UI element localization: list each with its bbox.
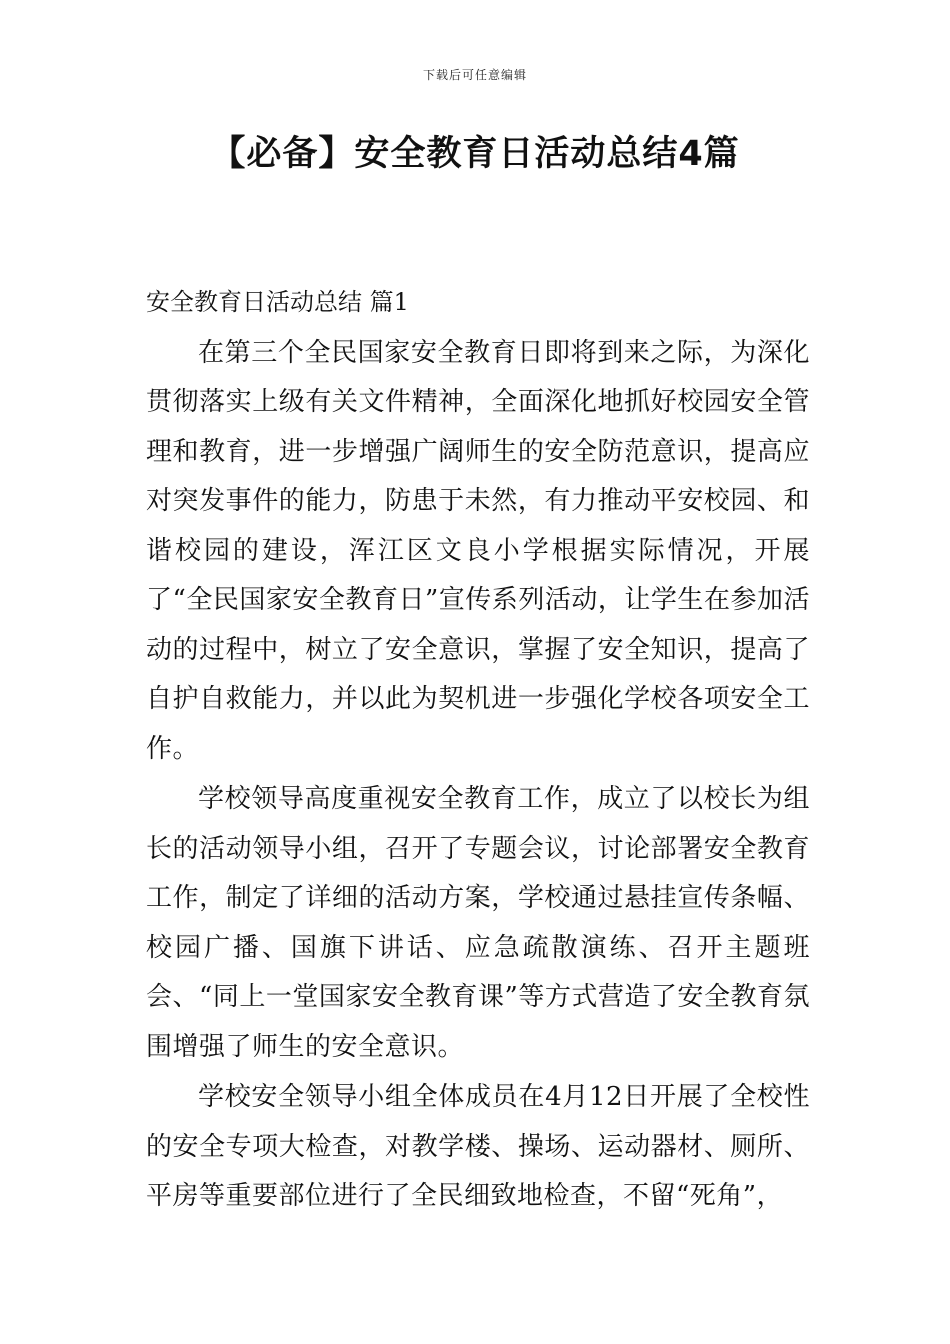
section-heading: 安全教育日活动总结 篇1 [146,288,409,316]
paragraph-3: 学校安全领导小组全体成员在4月12日开展了全校性的安全专项大检查，对教学楼、操场、运动器材、厕所、平房等重要部位进行了全民细致地检查，不留“死角”， [146,1082,810,1211]
document-title: 【必备】安全教育日活动总结4篇 [210,134,740,174]
paragraph-2: 学校领导高度重视安全教育工作，成立了以校长为组长的活动领导小组，召开了专题会议，讨论部署安全教育工作，制定了详细的活动方案，学校通过悬挂宣传条幅、校园广播、国旗下讲话、应急疏散演练、召开主题班会、“同上一堂国家安全教育课”等方式营造了安全教育氛围增强了师生的安全意识。 [146,784,810,1062]
header-note: 下载后可任意编辑 [422,68,527,82]
document-body [146,278,810,1223]
paragraph-1: 在第三个全民国家安全教育日即将到来之际，为深化贯彻落实上级有关文件精神，全面深化地抓好校园安全管理和教育，进一步增强广阔师生的安全防范意识，提高应对突发事件的能力，防患于未然，有力推动平安校园、和谐校园的建设，浑江区文良小学根据实际情况，开展了“全民国家安全教育日”宣传系列活动，让学生在参加活动的过程中，树立了安全意识，掌握了安全知识，提高了自护自救能力，并以此为契机进一步强化学校各项安全工作。 [146,337,810,764]
